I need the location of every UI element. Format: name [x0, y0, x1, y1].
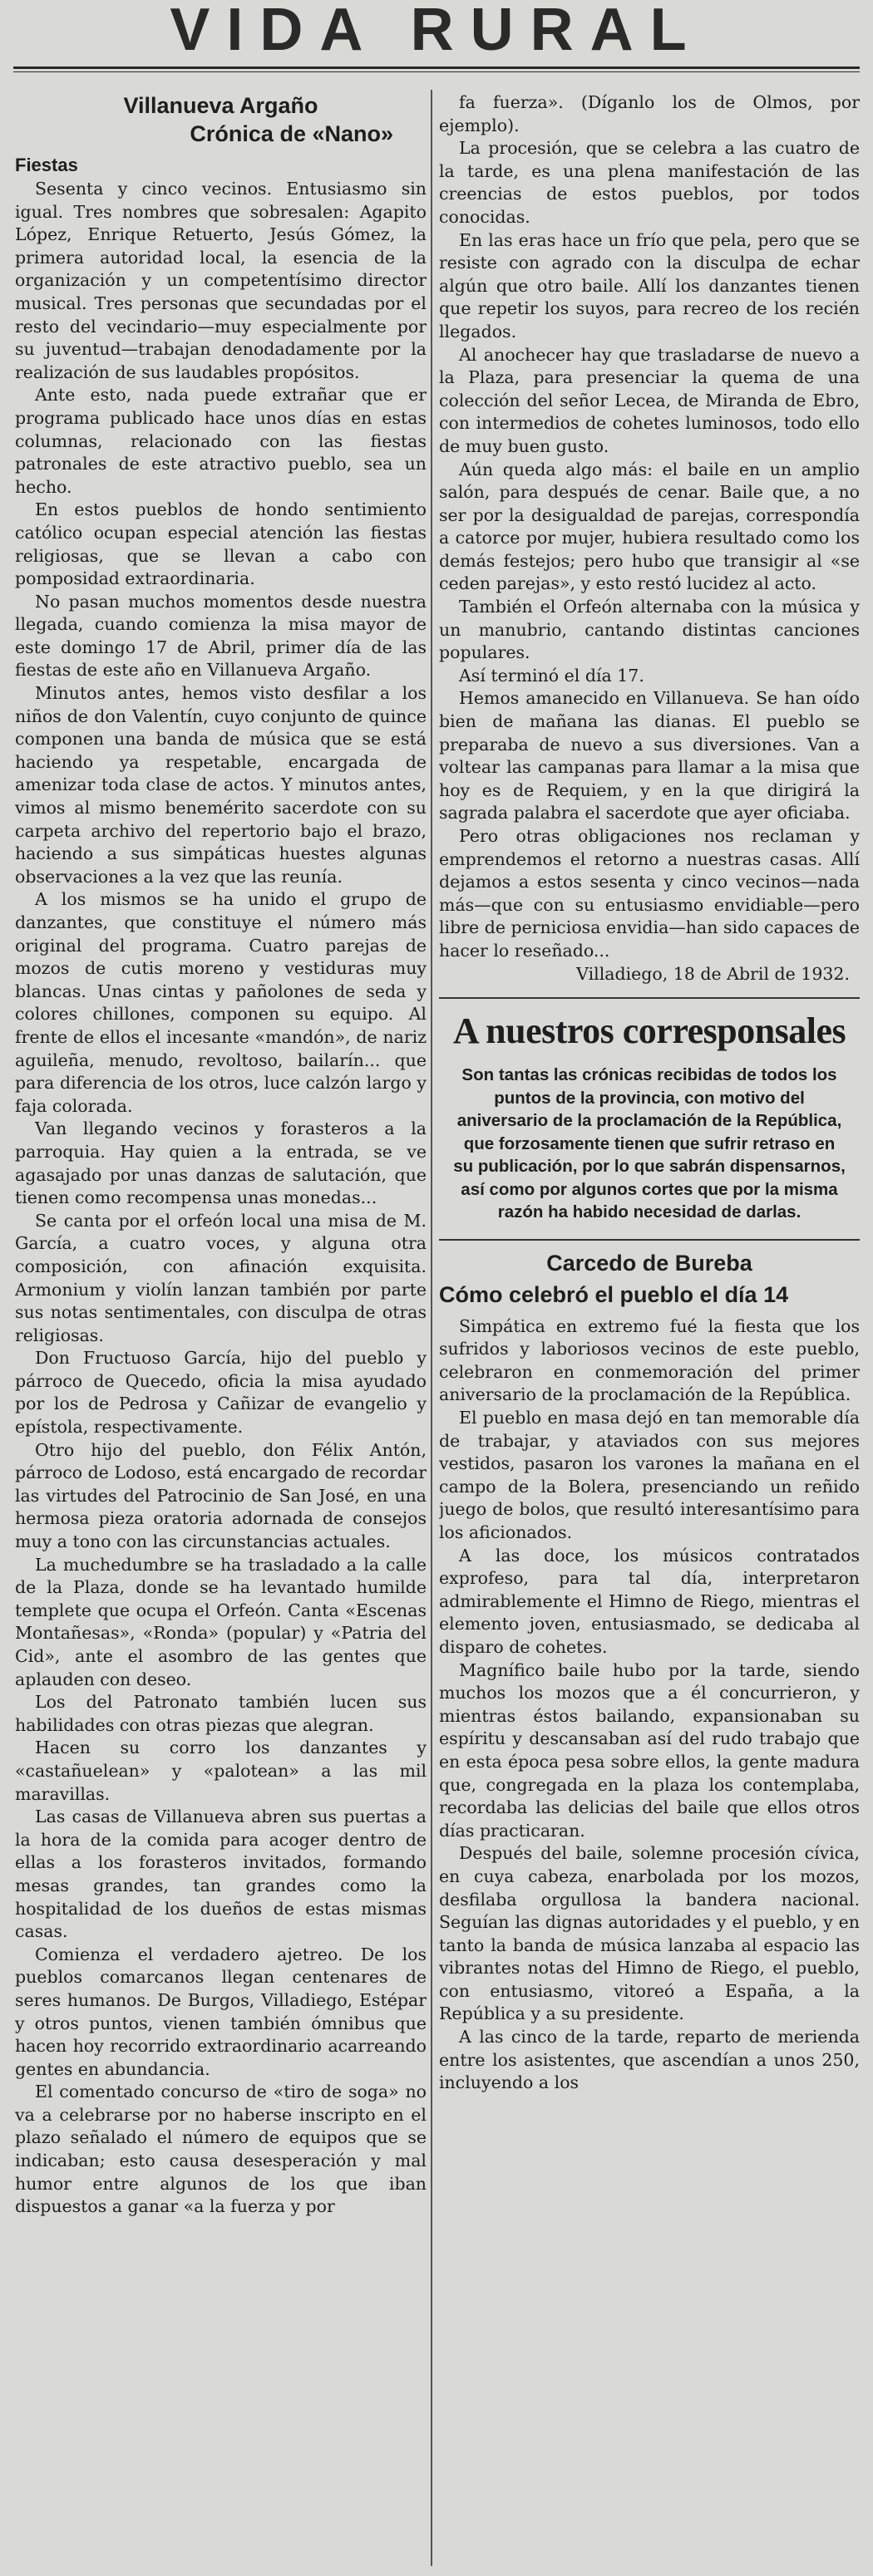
article-subtitle: Crónica de «Nano» — [190, 121, 393, 146]
article-title-2: Carcedo de Bureba — [546, 1250, 752, 1276]
dateline: Villadiego, 18 de Abril de 1932. — [576, 963, 850, 984]
paragraph: No pasan muchos momentos desde nuestra llegada, cuando comienza la misa mayor de este domingo 17 de Abril, primer día de las fiestas de este año en Villanueva Argaño. — [15, 591, 427, 681]
masthead-rule — [13, 66, 860, 69]
paragraph: Magnífico baile hubo por la tarde, siendo muchos los mozos que a él concurrieron, y mientras éstos bailando, expansionaban su espíritu y descansaban así del rudo trabajo que en esta época pesa sobre ellos, la gente madura que, congregada en la plaza los contemplaba, recordaba las delicias del baile que ellos otros días practicaran. — [439, 1659, 860, 1841]
notice-body: Son tantas las crónicas recibidas de todos los puntos de la provincia, con motivo del aniversario de la proclamación de la República, que forzosamente tienen que sufrir retraso en su publicación, por lo que sabrán dispensarnos, así como por algunos cortes que por la misma razón ha habido necesidad de darlas. — [453, 1065, 846, 1222]
paragraph: Aún queda algo más: el baile en un amplio salón, para después de cenar. Baile que, a no ser por la desigualdad de parejas, correspondía a catorce por mujer, hubiera resultado como los demás festejos; pero hubo que transigir al «se ceden parejas», y esto restó lucidez al acto. — [439, 459, 860, 594]
paragraph: Otro hijo del pueblo, don Félix Antón, párroco de Lodoso, está encargado de recordar las virtudes del Patrocinio de San José, en una hermosa pieza oratoria adornada de consejos muy a tono con las circunstancias actuales. — [15, 1439, 427, 1552]
paragraph: Sesenta y cinco vecinos. Entusiasmo sin igual. Tres nombres que sobresalen: Agapito López, Enrique Retuerto, Jesús Gómez, la primera autoridad local, la esencia de la organización y un competentísimo director musical. Tres personas que secundadas por el resto del vecindario—muy especialmente por su juventud—trabajan denodadamente por la realización de sus laudables propósitos. — [15, 179, 427, 382]
paragraph: La procesión, que se celebra a las cuatro de la tarde, es una plena manifestación de las creencias de estos pueblos, por todos conocidas. — [439, 138, 860, 227]
paragraph: Así terminó el día 17. — [459, 665, 644, 686]
paragraph: El pueblo en masa dejó en tan memorable día de trabajar, y ataviados con sus mejores vestidos, pasaron los varones la mañana en el campo de la Bolera, presenciando un reñido juego de bolos, que resultó interesantísimo para los aficionados. — [439, 1408, 860, 1542]
paragraph: En estos pueblos de hondo sentimiento católico ocupan especial atención las fiestas religiosas, que se llevan a cabo con pomposidad extraordinaria. — [15, 499, 427, 589]
article-body-2 — [439, 1315, 860, 2095]
article-title: Villanueva Argaño — [123, 93, 318, 118]
paragraph: Comienza el verdadero ajetreo. De los pueblos comarcanos llegan centenares de seres humanos. De Burgos, Villadiego, Estépar y otros puntos, vienen también ómnibus que hacen hoy recorrido extraordinario acarreando gentes en abundancia. — [15, 1944, 427, 2079]
notice-title: A nuestros corresponsales — [452, 1010, 846, 1052]
paragraph: Hacen su corro los danzantes y «castañuelean» y «palotean» a las mil maravillas. — [15, 1738, 427, 1804]
paragraph: También el Orfeón alternaba con la música y un manubrio, cantando distintas canciones populares. — [439, 597, 860, 663]
article-body — [15, 178, 427, 2219]
article-continuation — [439, 91, 860, 963]
paragraph: Van llegando vecinos y forasteros a la parroquia. Hay quien a la entrada, se ve agasajado por unas danzas de salutación, que tienen como recompensa unas monedas... — [15, 1118, 427, 1208]
right-column — [439, 91, 860, 2568]
paragraph: Ante esto, nada puede extrañar que er programa publicado hace unos días en estas columnas, relacionado con las fiestas patronales de este atractivo pueblo, sea un hecho. — [15, 385, 427, 497]
paragraph: A las doce, los músicos contratados exprofeso, para tal día, interpretaron admirablemente el Himno de Riego, mientras el elemento joven, entusiasmado, se dedicaba al disparo de cohetes. — [439, 1545, 860, 1657]
left-column — [15, 91, 427, 2568]
paragraph: A las cinco de la tarde, reparto de merienda entre los asistentes, que ascendían a unos 250, incluyendo a los — [439, 2027, 860, 2093]
section-heading: Fiestas — [15, 155, 78, 175]
masthead: VIDA RURAL — [170, 0, 703, 63]
paragraph: Después del baile, solemne procesión cívica, en cuya cabeza, enarbolada por los mozos, desfilaba orgullosa la bandera nacional. Seguían las dignas autoridades y el pueblo, y en tanto la banda de música lanzaba al espacio las vibrantes notas del Himno de Riego, el pueblo, con entusiasmo, vitoreó a España, a la República y a su presidente. — [439, 1843, 860, 2024]
paragraph: Don Fructuoso García, hijo del pueblo y párroco de Quecedo, oficia la misa ayudado por los de Pedrosa y Cañizar de evangelio y epístola, respectivamente. — [15, 1348, 427, 1438]
paragraph: Al anochecer hay que trasladarse de nuevo a la Plaza, para presenciar la quema de una colección del señor Lecea, de Miranda de Ebro, con intermedios de cohetes luminosos, todo ello de muy buen gusto. — [439, 344, 860, 456]
paragraph: La muchedumbre se ha trasladado a la calle de la Plaza, donde se ha levantado humilde templete que ocupa el Orfeón. Canta «Escenas Montañesas», «Ronda» (popular) y «Patria del Cid», ante el asombro de las gentes que aplauden con deseo. — [15, 1554, 427, 1689]
paragraph: Minutos antes, hemos visto desfilar a los niños de don Valentín, cuyo conjunto de quince componen una banda de música que se está haciendo ya respetable, encargada de amenizar toda clase de actos. Y minutos antes, vimos al mismo benemérito sacerdote con su carpeta archivo del repertorio bajo el brazo, haciendo a sus simpáticas huestes algunas observaciones a la vez que las reunía. — [15, 683, 427, 887]
paragraph: A los mismos se ha unido el grupo de danzantes, que constituye el número más original del programa. Cuatro parejas de mozos de cutis moreno y vestiduras muy blancas. Unas cintas y pañolones de seda y colores chillones, componen su equipo. Al frente de ellos el incesante «mandón», de nariz aguileña, menudo, revoltoso, bailarín... que para diferencia de los otros, luce calzón largo y faja colorada. — [15, 889, 427, 1116]
paragraph: Se canta por el orfeón local una misa de M. García, a cuatro voces, y alguna otra composición, con afinación exquisita. Armonium y violín lanzan también por parte sus notas sentimentales, con disculpa de otras religiosas. — [15, 1210, 427, 1345]
paragraph: Hemos amanecido en Villanueva. Se han oído bien de mañana las dianas. El pueblo se preparaba de nuevo a sus diversiones. Van a voltear las campanas para llamar a la misa que hoy es de Requiem, y en la que dirigirá la sagrada palabra el sacerdote que ayer oficiaba. — [439, 688, 860, 823]
paragraph: En las eras hace un frío que pela, pero que se resiste con agrado con la disculpa de echar algún que otro baile. Allí los danzantes tienen que repetir los suyos, para recreo de los recién llegados. — [439, 229, 860, 342]
paragraph: fa fuerza». (Díganlo los de Olmos, por ejemplo). — [439, 92, 860, 135]
article-subtitle-2: Cómo celebró el pueblo el día 14 — [439, 1281, 789, 1307]
paragraph: Los del Patronato también lucen sus habilidades con otras piezas que alegran. — [15, 1692, 427, 1735]
notice-box — [439, 997, 860, 1241]
paragraph: Simpática en extremo fué la fiesta que los sufridos y laboriosos vecinos de este pueblo, celebraron en conmemoración del primer aniversario de la proclamación de la República. — [439, 1315, 860, 1405]
paragraph: El comentado concurso de «tiro de soga» no va a celebrarse por no haberse inscripto en el plazo señalado el número de equipos que se indicaban; esto causa desesperación y mal humor entre algunos de los que iban dispuestos a ganar «a la fuerza y por — [15, 2082, 427, 2217]
paragraph: Las casas de Villanueva abren sus puertas a la hora de la comida para acoger dentro de ellas a los forasteros invitados, formando mesas grandes, tan grandes como la hospitalidad de los dueños de estas mismas casas. — [15, 1807, 427, 1942]
masthead-rule-thin — [13, 71, 860, 72]
paragraph: Pero otras obligaciones nos reclaman y emprendemos el retorno a nuestras casas. Allí dejamos a estos sesenta y cinco vecinos—nada más—que con su entusiasmo envidiable—pero libre de perniciosa envidia—han sido capaces de hacer lo reseñado... — [439, 826, 860, 961]
column-divider — [431, 90, 432, 2566]
